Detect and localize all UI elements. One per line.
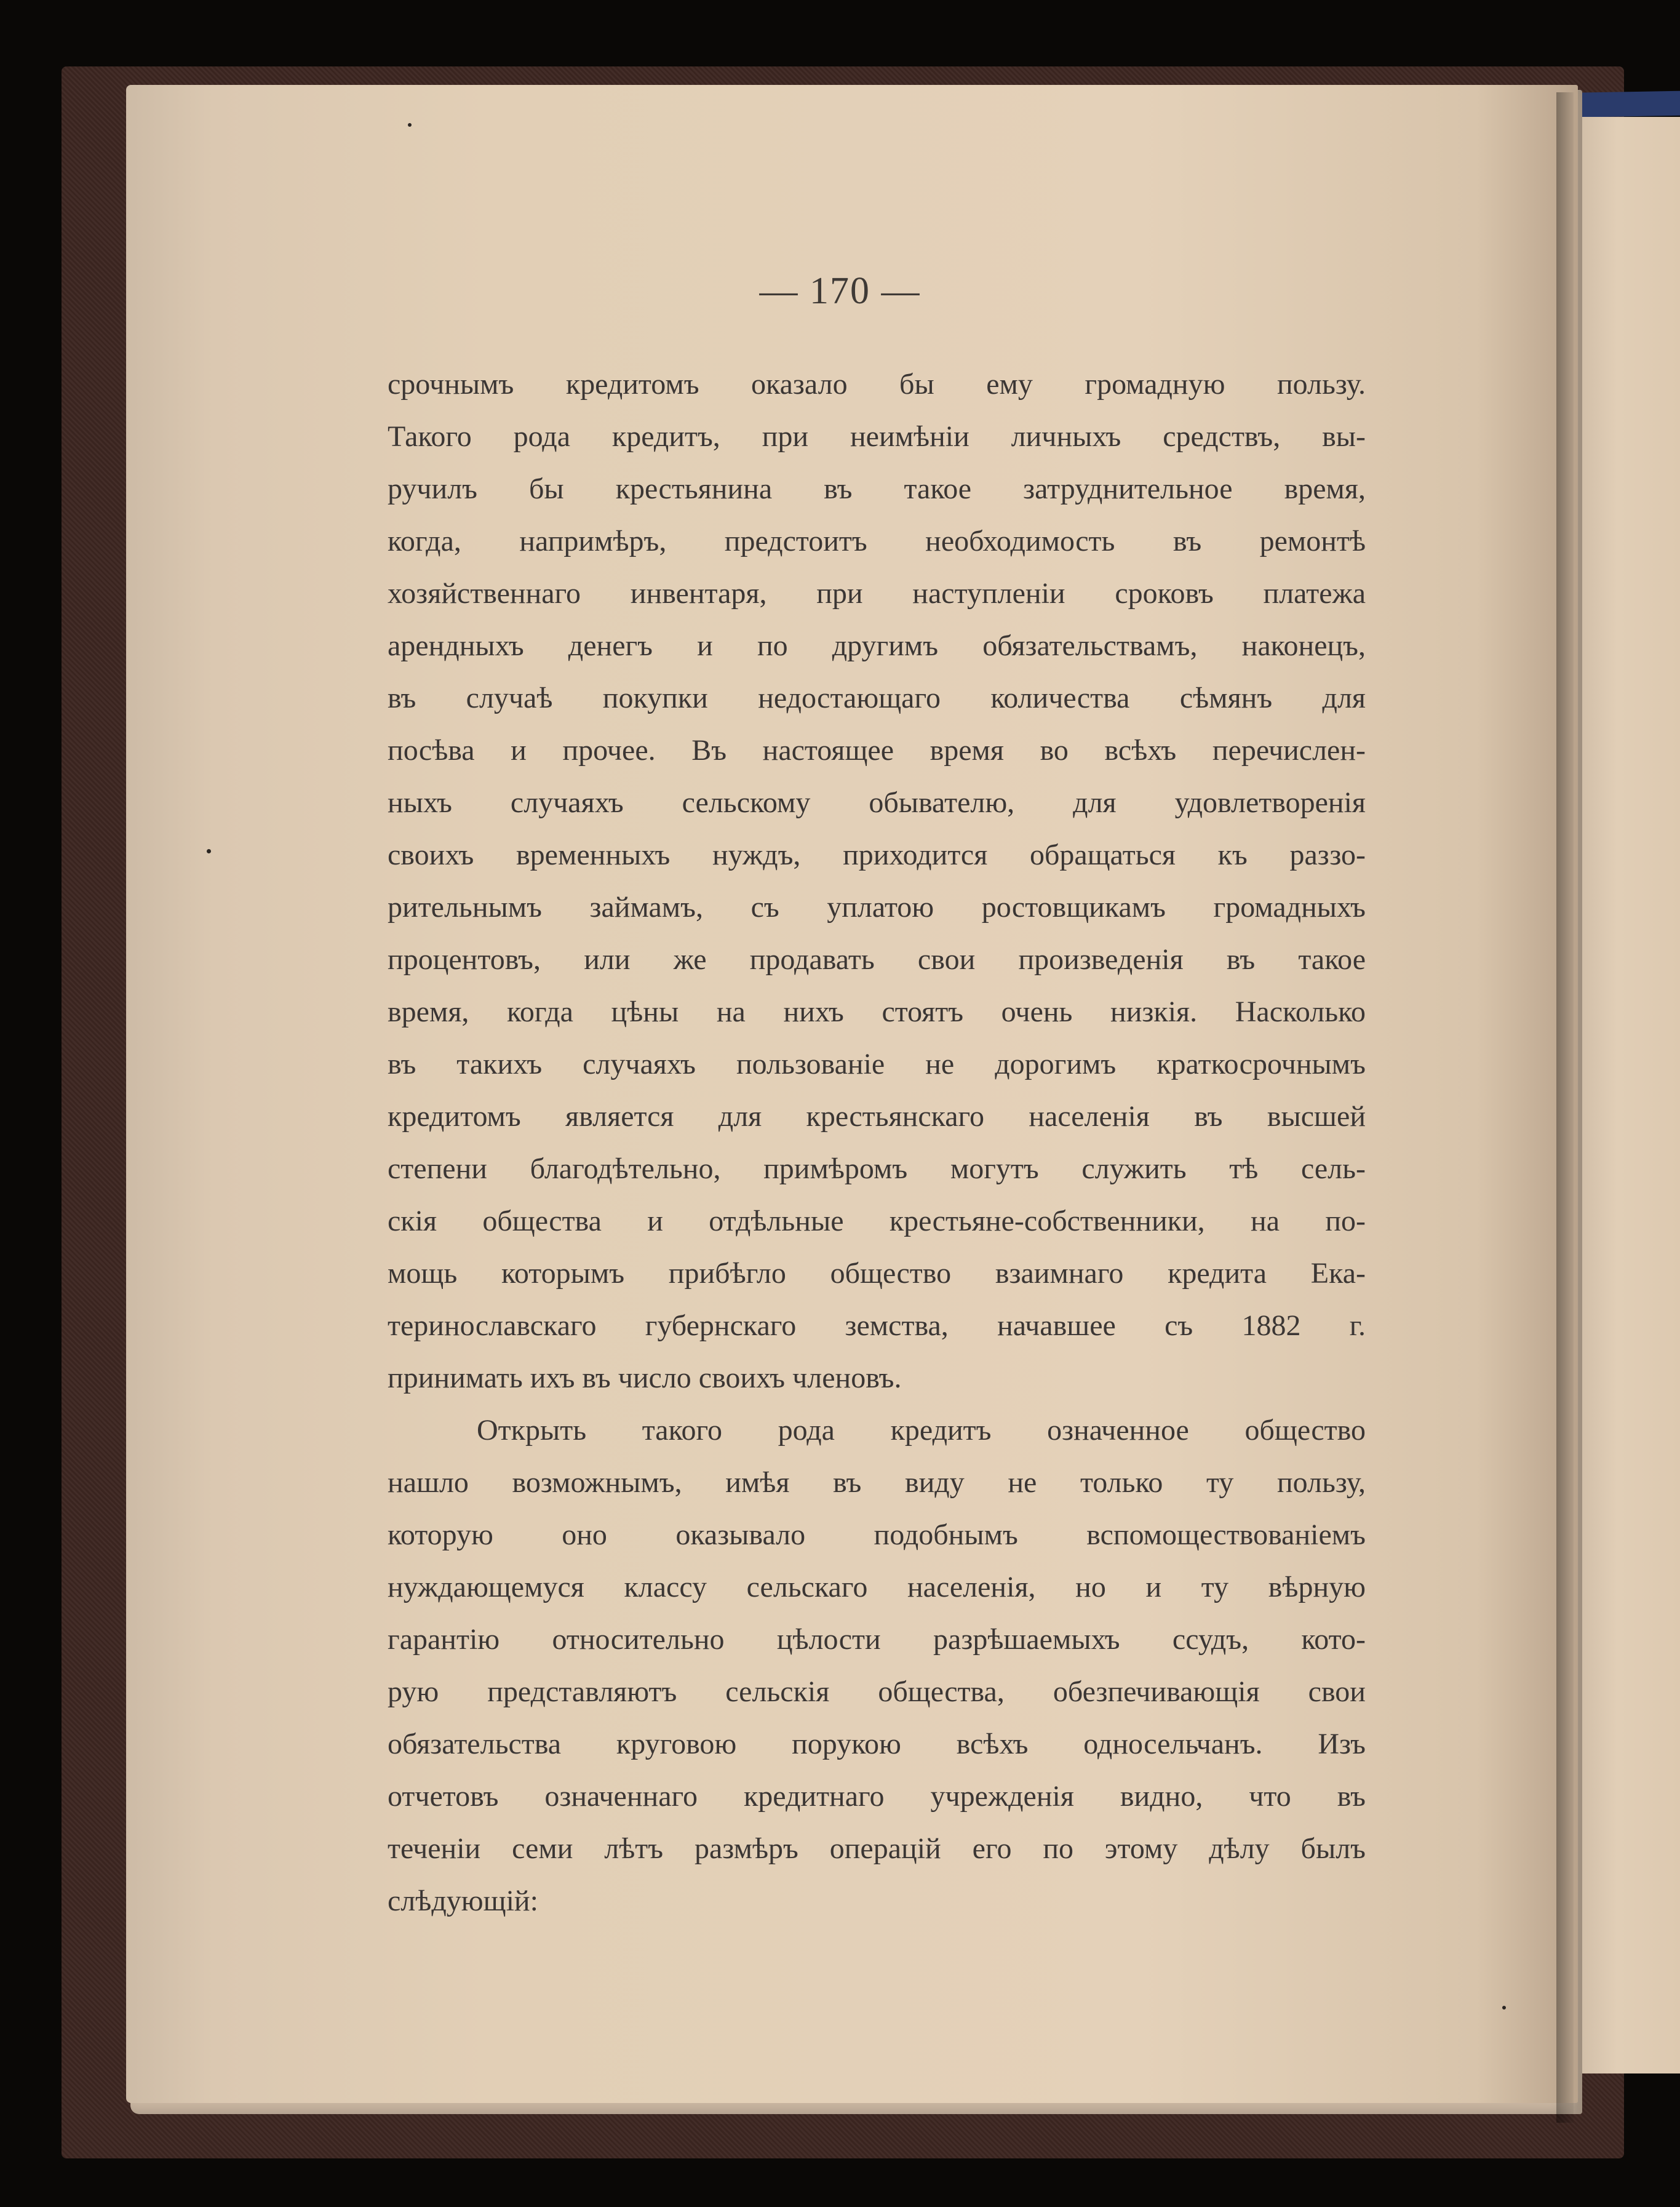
text-line: нашло возможнымъ, имѣя въ виду не только ту пользу, [388,1466,1366,1499]
text-line: хозяйственнаго инвентаря, при наступленіи сроковъ платежа [388,577,1366,610]
text-line: степени благодѣтельно, примѣромъ могутъ служить тѣ сель- [388,1152,1366,1185]
facing-page [1575,117,1680,2073]
text-line: нуждающемуся классу сельскаго населенія, но и ту вѣрную [388,1571,1366,1603]
text-line: слѣдующій: [388,1885,538,1917]
text-line: въ случаѣ покупки недостающаго количества сѣмянъ для [388,682,1366,714]
text-line: обязательства круговою порукою всѣхъ односельчанъ. Изъ [388,1728,1366,1760]
text-line: когда, напримѣръ, предстоитъ необходимость въ ремонтѣ [388,525,1366,557]
text-line: рую представляютъ сельскія общества, обезпечивающія свои [388,1675,1366,1708]
text-line: арендныхъ денегъ и по другимъ обязательствамъ, наконецъ, [388,629,1366,662]
text-line: время, когда цѣны на нихъ стоятъ очень низкія. Насколько [388,996,1366,1028]
text-line: мощь которымъ прибѣгло общество взаимнаго кредита Ека- [388,1257,1366,1290]
speck-mark [1502,2006,1506,2009]
text-line: рительнымъ займамъ, съ уплатою ростовщикамъ громадныхъ [388,891,1366,924]
text-line: срочнымъ кредитомъ оказало бы ему громадную пользу. [388,368,1366,401]
page-number: — 170 — [759,270,921,312]
text-line: кредитомъ является для крестьянскаго населенія въ высшей [388,1100,1366,1133]
text-line: скія общества и отдѣльные крестьяне-собственники, на по- [388,1205,1366,1237]
speck-mark [207,849,211,853]
text-line: Открыть такого рода кредитъ означенное общество [477,1414,1366,1447]
text-line: которую оно оказывало подобнымъ вспомоществованіемъ [388,1519,1366,1551]
text-line: ручилъ бы крестьянина въ такое затруднительное время, [388,473,1366,505]
text-line: въ такихъ случаяхъ пользованіе не дорогимъ краткосрочнымъ [388,1048,1366,1080]
text-line: отчетовъ означеннаго кредитнаго учрежденія видно, что въ [388,1780,1366,1813]
text-line: гарантію относительно цѣлости разрѣшаемыхъ ссудъ, кото- [388,1623,1366,1656]
text-line: процентовъ, или же продавать свои произведенія въ такое [388,943,1366,976]
text-line: теринославскаго губернскаго земства, начавшее съ 1882 г. [388,1309,1366,1342]
text-line: ныхъ случаяхъ сельскому обывателю, для удовлетворенія [388,786,1366,819]
speck-mark [408,123,412,127]
text-line: принимать ихъ въ число своихъ членовъ. [388,1362,902,1394]
body-text [388,358,1366,1927]
text-line: теченіи семи лѣтъ размѣръ операцій его по этому дѣлу былъ [388,1832,1366,1865]
text-line: Такого рода кредитъ, при неимѣніи личныхъ средствъ, вы- [388,420,1366,453]
text-line: своихъ временныхъ нуждъ, приходится обращаться къ раззо- [388,839,1366,871]
text-line: посѣва и прочее. Въ настоящее время во всѣхъ перечислен- [388,734,1366,767]
page-gutter-shadow [1556,92,1574,2123]
